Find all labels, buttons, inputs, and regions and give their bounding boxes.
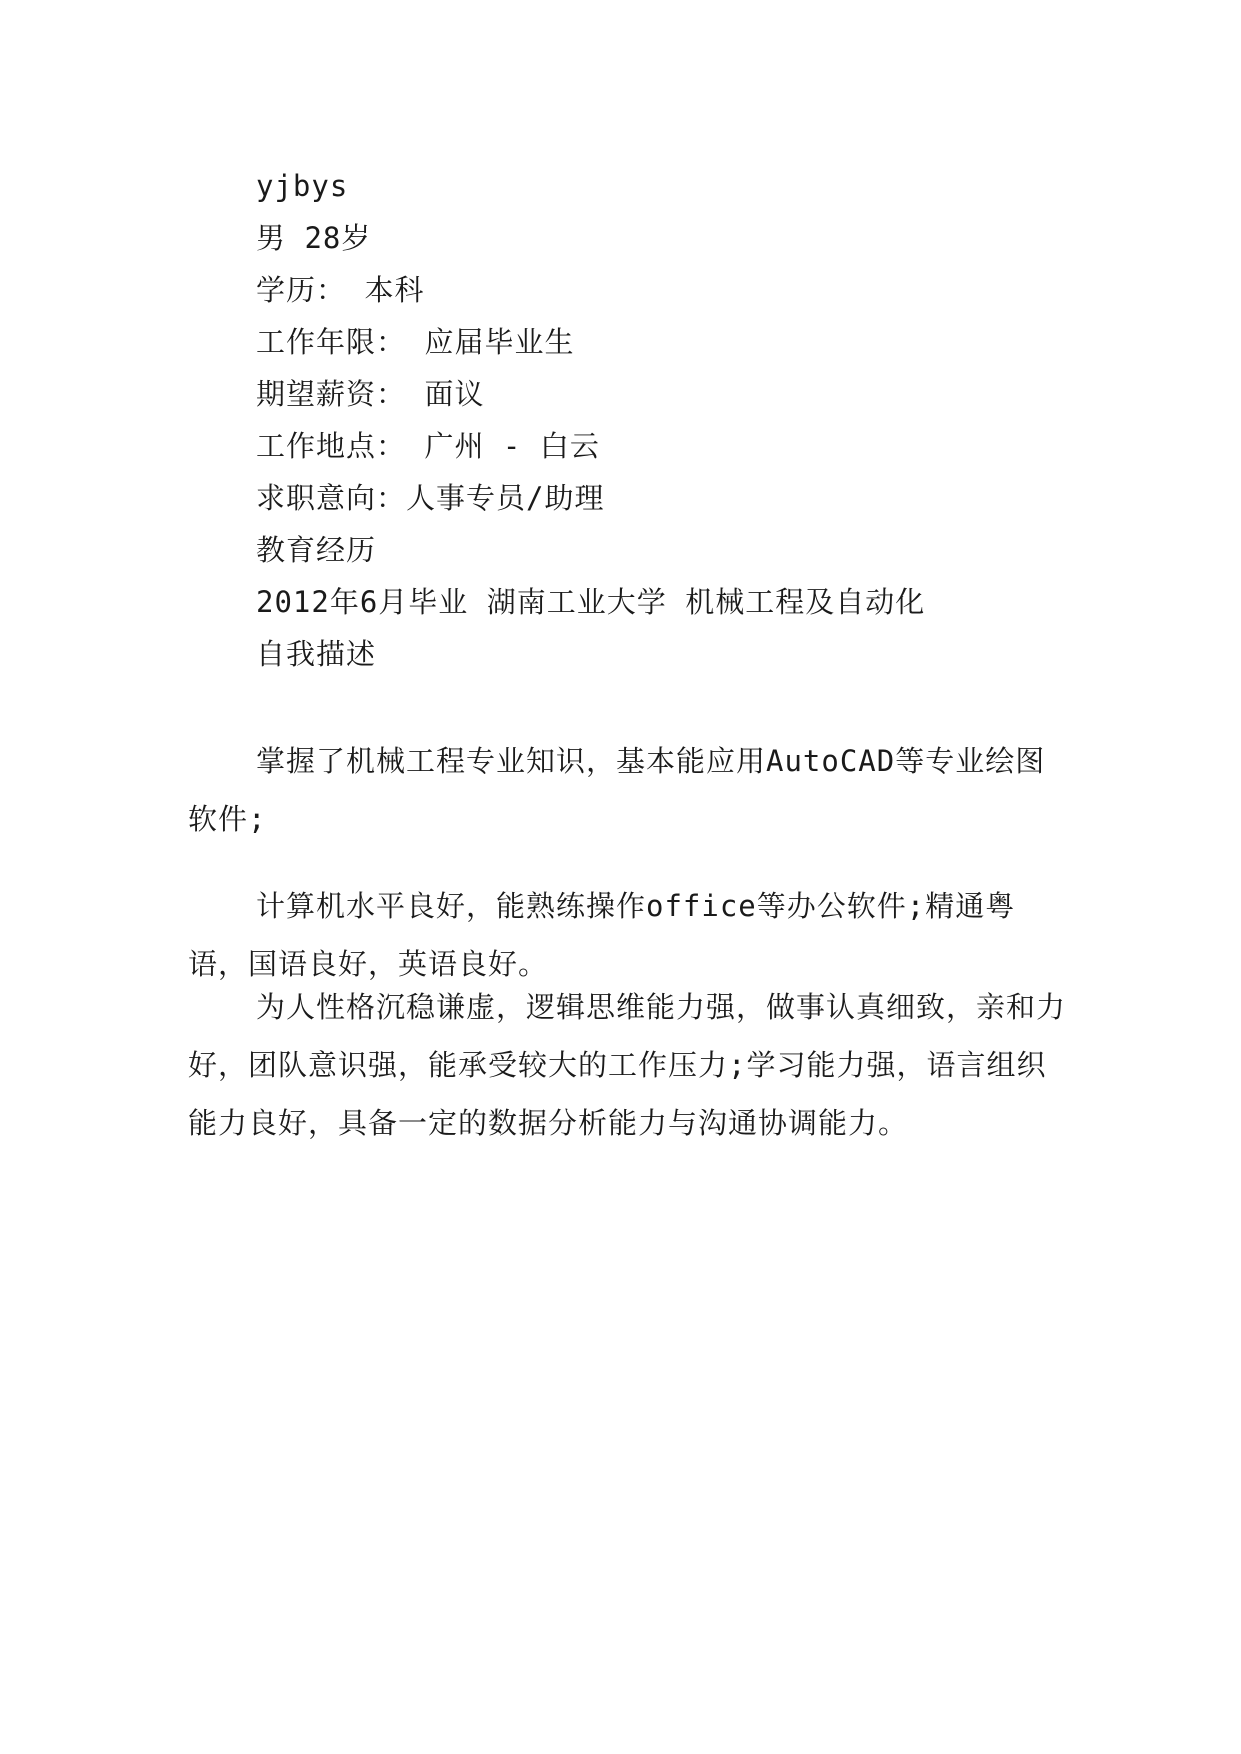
education-entry: 2012年6月毕业 湖南工业大学 机械工程及自动化 <box>256 585 926 619</box>
username: yjbys <box>256 169 349 203</box>
self-description-heading: 自我描述 <box>256 637 377 671</box>
education-level: 学历： 本科 <box>256 273 425 307</box>
work-location: 工作地点： 广州 - 白云 <box>256 429 600 463</box>
job-intention: 求职意向：人事专员/助理 <box>256 481 605 515</box>
education-heading: 教育经历 <box>256 533 377 567</box>
expected-salary: 期望薪资： 面议 <box>256 377 485 411</box>
self-description-paragraph: 掌握了机械工程专业知识，基本能应用AutoCAD等专业绘图软件; <box>188 744 1046 836</box>
self-description-paragraph: 为人性格沉稳谦虚，逻辑思维能力强，做事认真细致，亲和力好，团队意识强，能承受较大的工作压力;学习能力强，语言组织能力良好，具备一定的数据分析能力与沟通协调能力。 <box>188 990 1067 1140</box>
work-years: 工作年限： 应届毕业生 <box>256 325 575 359</box>
gender-age: 男 28岁 <box>256 221 372 255</box>
self-description-paragraph: 计算机水平良好，能熟练操作office等办公软件;精通粤语，国语良好，英语良好。 <box>188 889 1016 981</box>
